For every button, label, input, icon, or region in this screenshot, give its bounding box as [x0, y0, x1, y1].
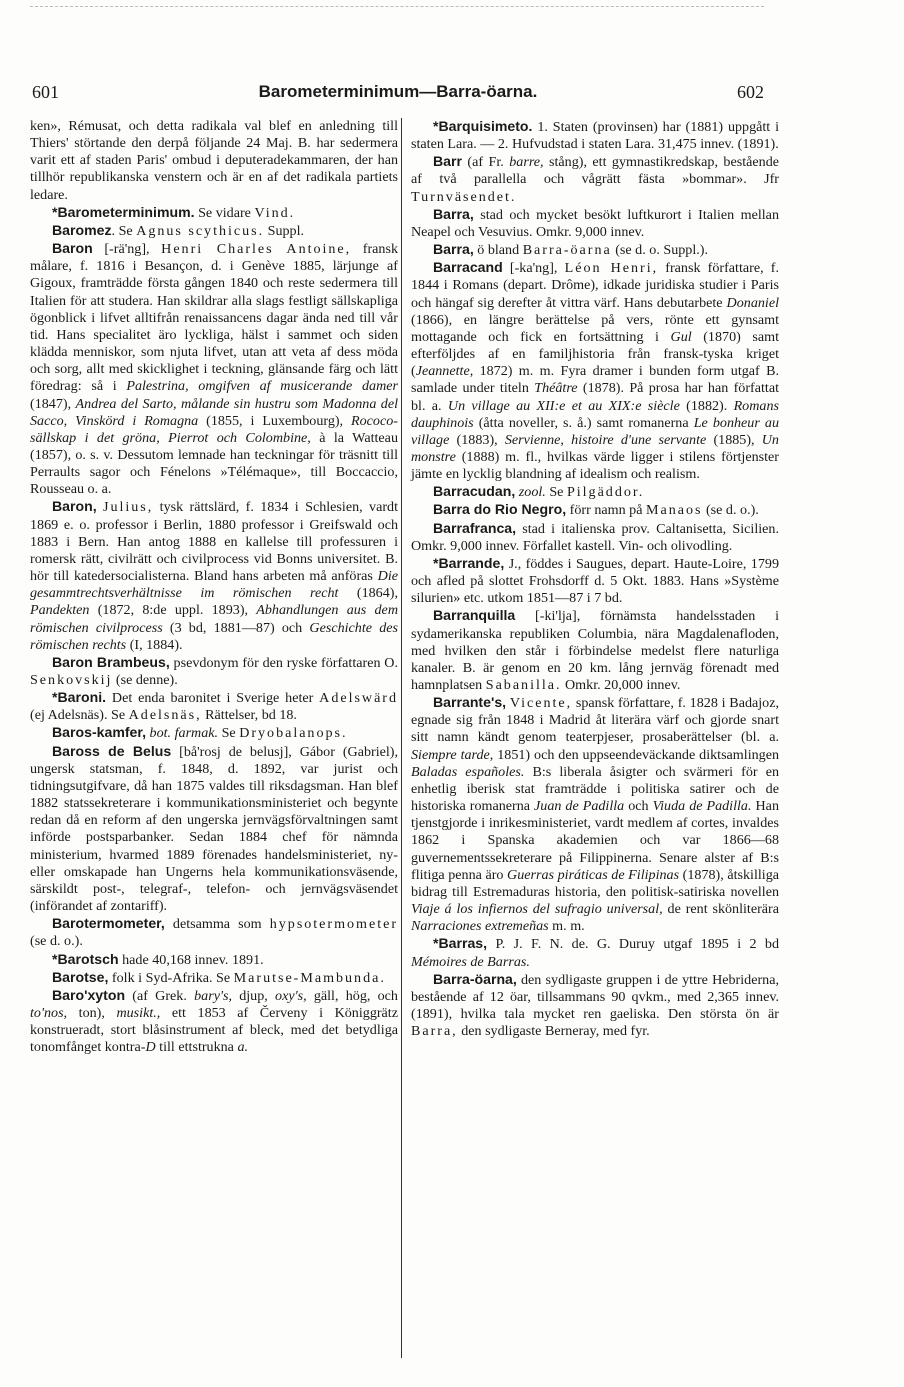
entry-headword: Baro'xyton	[52, 986, 126, 1003]
entry-text: [bå'rosj de belusj], Gábor (Gabriel), ungersk statsman, f. 1848, d. 1892, var jurist och tidningsutgifvare, då han 1875 valdes till riksdagsman. Han blef 1882 statssekreterare i kommunikationsministeriet och begynte redan då en reform af den ungerska jernvägsförvaltningen samt införde postsparbanker. Sedan 1884 chef för nämnda ministerium, hvarmed 1889 förenades handelsministeriet, ny- eller omskapade han Ungerns hela kommunikationsväsende, särskildt post-, telegraf-, telefon- och jernvägsväsendet (införandet af zontariff).	[30, 743, 398, 915]
entry-headword: Baromez	[52, 221, 112, 238]
entry-text: detsamma som	[164, 916, 270, 933]
top-edge-rule	[30, 6, 764, 7]
entry-text: Agnus scythicus.	[136, 222, 265, 239]
entry-text: P. J. F. N. de. G. Duruy utgaf 1895 i 2 bd	[487, 936, 779, 953]
entry-text: (3 bd, 1881—87) och	[162, 619, 310, 636]
entry-text: 1. Staten (provinsen) har (1881) uppgått i staten Lara. — 2. Hufvudstad i staten Lara. 31,475 innev. (1891).	[411, 119, 779, 153]
entry-headword: Baros-kamfer,	[52, 724, 147, 741]
entry-text: Julius,	[103, 499, 154, 516]
entry-text: musikt.,	[116, 1004, 161, 1021]
entry-text: Viuda de Padilla.	[652, 798, 752, 815]
dictionary-entry	[30, 222, 398, 240]
entry-text: Abhandlungen aus dem römischen civilprocess	[30, 602, 398, 636]
entry-text: till ettstrukna	[155, 1039, 238, 1056]
entry-text: à la Watteau (1857), o. s. v. Dessutom lemnade han teckningar för träsnitt till Perraults sagor och Fénelons »Télémaque», till Boccaccio, Rousseau o. a.	[30, 429, 398, 498]
entry-headword: *Barquisimeto.	[433, 118, 533, 134]
entry-text: J., föddes i Saugues, depart. Haute-Loire, 1799 och afled på slottet Frohsdorff d. 5 Okt. 1883. Hans »Système silurien» etc. utkom 1851—87 i 7 bd.	[411, 555, 779, 607]
entry-text: Manaos	[645, 502, 703, 519]
entry-text: Théâtre	[534, 380, 578, 397]
dictionary-entry	[411, 555, 779, 607]
entry-text: fransk målare, f. 1816 i Besançon, d. i Genève 1885, lärjunge af Gigoux, framträdde första gången 1840 och reste sedermera till Italien för att studera. Han skildrar alla slags festligt sällskapliga ögonblick i lifvet alltifrån renaissancens dagar ända ned till vår tid. Hans specialitet äro lyckliga, hälst i sammet och siden klädda menniskor, som njuta lifvet, utan att veta af dess möda och sorg, allt med skicklighet i teckning, glänsande färg och lätt föredrag: så i	[30, 241, 398, 395]
entry-text: Geschichte des römischen rechts	[30, 619, 398, 653]
entry-text: bot. farmak.	[149, 725, 219, 742]
entry-text: Baladas españoles.	[411, 763, 525, 780]
entry-text: (åtta noveller, s. å.) samt romanerna	[473, 414, 694, 431]
entry-text: D	[145, 1039, 156, 1056]
entry-text: Sabanilla.	[485, 677, 562, 693]
dictionary-entry	[411, 935, 779, 970]
entry-text: (1855, i Luxembourg),	[198, 412, 352, 429]
dictionary-entry	[411, 483, 779, 501]
entry-text: fransk författare, f. 1844 i Romans (depart. Drôme), idkade juridiska studier i Paris och hängaf sig derefter åt vittra värf. Hans debutarbete	[411, 260, 780, 311]
entry-text: Gul	[670, 328, 692, 345]
entry-text: ton),	[67, 1004, 117, 1021]
entry-text: Adelsnäs,	[128, 707, 202, 724]
entry-text: Barra-öarna	[522, 242, 612, 259]
entry-text: B:s liberala åsigter och svärmeri för en enhetlig iberisk stat framträdde i politiska satirer och de historiska romanerna	[411, 763, 779, 815]
entry-text: Juan de Padilla	[534, 798, 625, 815]
entry-text: tysk rättslärd, f. 1834 i Schlesien, vardt 1869 e. o. professor i Berlin, 1880 professor i Greifswald och 1883 i Bern. Han antog 1888 en kallelse till professuren i romersk rätt, civilrätt och civilprocess vid Bonns universitet. B. hör till katedersocialisterna. Bland hans arbeten må anföras	[30, 499, 398, 585]
entry-text: to'nos,	[30, 1004, 68, 1021]
entry-headword: *Barrande,	[433, 554, 505, 571]
dictionary-entry	[411, 520, 779, 555]
entry-text: (se d. o.).	[30, 933, 83, 950]
entry-text: psevdonym för den ryske författaren O.	[169, 654, 399, 671]
entry-text: ken», Rémusat, och detta radikala val blef en anledning till Thiers' störtande den derpå följande 24 Maj. B. har sedermera varit ett af staden Paris' ombud i deputeradekammaren, der han tillhör republikanska venstern och är en af det radikala partiets ledare.	[30, 118, 398, 203]
entry-headword: Barranquilla	[433, 607, 516, 624]
entry-text: (af Fr.	[462, 154, 510, 171]
entry-text: m. m.	[548, 918, 585, 935]
right-column	[411, 118, 779, 1040]
page-number-right: 602	[737, 82, 764, 102]
entry-text: den sydligaste gruppen i de yttre Hebriderna, bestående af 12 öar, tillsammans 90 qvkm., med 2,365 innev. (1891), hvilka tala mycket ren gaeliska. Den största ön är	[411, 971, 779, 1022]
entry-text: (af Grek.	[125, 987, 195, 1004]
dictionary-entry	[411, 206, 779, 241]
entry-text: hypsotermometer	[269, 916, 398, 933]
entry-headword: Barracand	[433, 259, 503, 276]
entry-text: spansk författare, f. 1828 i Badajoz, egnade sig från 1848 i Madrid åt literära värf och gjorde snart sitt namn kändt genom teaterpjeser, prosaberättelser (bl. a.	[411, 695, 780, 746]
entry-text: Omkr. 20,000 innev.	[561, 677, 681, 693]
entry-text: Die gesammtrechtsverhältnisse im römischen recht	[30, 568, 398, 602]
entry-text: (1882).	[679, 397, 734, 414]
entry-text: [-ka'ng],	[502, 260, 565, 277]
entry-text: stad och mycket besökt luftkurort i Italien mellan Neapel och Vesuvius. Omkr. 9,000 innev.	[411, 206, 779, 240]
entry-text: förr namn på	[566, 502, 646, 519]
dictionary-entry	[30, 724, 398, 742]
entry-text: Pilgäddor.	[566, 484, 645, 501]
page-number-left: 601	[32, 82, 59, 102]
entry-text: Rococo-sällskap i det gröna, Pierrot och Colombine,	[30, 412, 398, 446]
dictionary-entry	[30, 240, 398, 498]
entry-text: Vind.	[254, 204, 296, 221]
entry-text: (1866), en längre berättelse på vers, rönte ett gynsamt mottagande och fick en fortsättning i	[411, 311, 779, 345]
left-column	[30, 118, 398, 1056]
entry-text: Se	[545, 484, 567, 501]
entry-headword: Barra,	[433, 205, 474, 222]
page-header	[32, 82, 764, 108]
entry-text: Léon Henri,	[564, 260, 659, 277]
entry-text: Senkovskij	[30, 672, 113, 688]
entry-headword: Barrante's,	[433, 694, 507, 711]
entry-text: Siempre tarde,	[411, 746, 494, 763]
entry-headword: *Barometerminimum.	[52, 203, 195, 220]
entry-text: (se d. o. Suppl.).	[611, 242, 709, 259]
entry-text: Han tjenstgjorde i inrikesministeriet, vardt medlem af cortes, invaldes 1862 i Spanska akademien och var 1866—68 guvernementssekreterare på Filippinerna. Senare alster af B:s flitiga penna äro	[411, 798, 779, 883]
entry-text: Suppl.	[264, 222, 305, 239]
entry-headword: *Baroni.	[52, 689, 107, 706]
entry-text: 1851) och den uppseendeväckande diktsamlingen	[493, 746, 780, 763]
entry-headword: Barra-öarna,	[433, 970, 517, 987]
entry-text: Jeannette,	[415, 363, 474, 380]
dictionary-entry	[30, 969, 398, 987]
entry-text: Marutse-Mambunda.	[233, 969, 386, 986]
entry-text: Se vidare	[194, 204, 255, 221]
entry-text: (I, 1884).	[126, 636, 183, 653]
column-divider	[401, 118, 402, 1358]
entry-headword: Barrafranca,	[433, 519, 517, 536]
entry-headword: Baron,	[52, 498, 97, 515]
entry-text: (1885),	[706, 431, 762, 448]
entry-text: Se	[218, 725, 240, 742]
entry-text: (1872, 8:de uppl. 1893),	[89, 602, 257, 619]
entry-text: djup,	[231, 987, 276, 1004]
entry-headword: Barra,	[433, 241, 474, 258]
entry-text: (1878), åtskilliga bidrag till Estremaduras historia, den politisk-satiriska novellen	[411, 866, 779, 900]
entry-text: Barra,	[411, 1023, 458, 1040]
entry-text: zool.	[518, 484, 546, 501]
entry-text: stång), ett gymnastikredskap, bestående af två parallella och vågrätt fästa »bommar». Jfr	[411, 154, 779, 188]
entry-headword: Baron	[52, 240, 93, 257]
entry-text: Servienne, histoire d'une servante	[504, 431, 707, 448]
entry-text: . Se	[111, 222, 137, 239]
entry-text: (1878). På prosa har han författat bl. a.	[411, 380, 779, 414]
entry-text: gäll, hög, och	[306, 987, 398, 1004]
entry-text: Pandekten	[30, 602, 90, 619]
entry-headword: Baross de Belus	[52, 742, 172, 759]
dictionary-entry	[30, 915, 398, 950]
entry-text: (se denne).	[112, 672, 178, 688]
entry-text: [-rä'ng],	[92, 241, 162, 258]
entry-text: (1864),	[338, 585, 398, 602]
running-title: Barometerminimum—Barra-öarna.	[258, 82, 538, 101]
entry-text: stad i italienska prov. Caltanisetta, Sicilien. Omkr. 9,000 innev. Förfallet kastell. Vin- och olivodling.	[411, 520, 779, 554]
dictionary-entry	[411, 694, 779, 935]
entry-text: ett 1853 af Červeny i Königgrätz konstrueradt, stort blåsinstrument af bleck, med det betydliga tonomfånget kontra-	[30, 1004, 398, 1056]
dictionary-entry	[30, 204, 398, 222]
entry-text: Adelswärd	[319, 690, 398, 707]
entry-text: bary's,	[194, 987, 232, 1004]
entry-text: Dryobalanops.	[239, 725, 348, 742]
entry-text: (ej Adelsnäs). Se	[30, 707, 129, 724]
dictionary-entry	[411, 241, 779, 259]
entry-text: (se d. o.).	[702, 502, 759, 519]
entry-text: a.	[237, 1039, 249, 1056]
entry-text: 1872) m. m. Fyra dramer i bunden form utgaf B. samlade under titeln	[411, 363, 779, 397]
dictionary-entry	[30, 118, 398, 204]
dictionary-entry	[30, 987, 398, 1057]
dictionary-entry	[411, 153, 779, 205]
entry-text: barre,	[509, 154, 544, 171]
dictionary-entry	[411, 607, 779, 694]
entry-headword: Barotse,	[52, 968, 109, 985]
entry-text: de rent skönliterära	[662, 901, 779, 918]
entry-text: Romans dauphinois	[411, 397, 779, 431]
dictionary-entry	[30, 498, 398, 653]
dictionary-entry	[30, 654, 398, 689]
entry-headword: Barracudan,	[433, 483, 516, 500]
entry-text: folk i Syd-Afrika. Se	[108, 969, 234, 986]
entry-text: Viaje á los infiernos del sufragio universal,	[411, 901, 663, 918]
dictionary-entry	[411, 501, 779, 519]
entry-text: den sydligaste Berneray, med fyr.	[457, 1023, 650, 1040]
dictionary-entry	[30, 951, 398, 969]
entry-headword: Barotermometer,	[52, 915, 165, 932]
entry-text: Rättelser, bd 18.	[201, 707, 297, 724]
entry-text: och	[624, 798, 653, 815]
entry-text: (1888) m. fl., hvilkas värde ligger i stilens förtjenster jämte en lycklig blandning af idealism och realism.	[411, 448, 779, 483]
entry-text: Guerras piráticas de Filipinas	[507, 866, 680, 883]
entry-text: Narraciones extremeñas	[411, 918, 549, 935]
entry-text: Andrea del Sarto, målande sin hustru som Madonna del Sacco, Vinskörd i Romagna	[30, 395, 398, 429]
entry-text: (1847),	[30, 395, 76, 412]
entry-text: Le bonheur au village	[411, 414, 779, 448]
dictionary-entry	[411, 259, 779, 483]
entry-text: Un village au XII:e et au XIX:e siècle	[447, 397, 680, 414]
dictionary-entry	[30, 689, 398, 724]
entry-text: Mémoires de Barras.	[411, 953, 530, 970]
entry-text: Det enda baronitet i Sverige heter	[106, 690, 320, 707]
entry-text: [-ki'lja], förnämsta handelsstaden i sydamerikanska republiken Columbia, nära Magdalenafloden, med hvilken den står i förbindelse medelst flere naturliga kanaler. B. är genom en 20 km. lång jernväg förenadt med hamnplatsen	[411, 608, 779, 693]
entry-text: Henri Charles Antoine,	[161, 241, 352, 258]
entry-text: Un monstre	[411, 431, 779, 465]
entry-text: ö bland	[473, 242, 523, 259]
dictionary-entry	[411, 118, 779, 153]
entry-headword: Barr	[433, 153, 462, 170]
entry-headword: Baron Brambeus,	[52, 653, 170, 670]
entry-headword: *Barotsch	[52, 950, 119, 967]
entry-text: Palestrina, omgifven af musicerande damer	[126, 378, 398, 395]
entry-text: hade 40,168 innev. 1891.	[118, 951, 264, 968]
entry-text: Donaniel	[726, 294, 779, 311]
entry-text: (1870) samt efterföljdes af en familjhistoria från fransk-tyska kriget (	[411, 328, 779, 380]
entry-headword: Barra do Rio Negro,	[433, 501, 567, 518]
entry-text: (1883),	[449, 431, 505, 448]
dictionary-entry	[30, 743, 398, 916]
entry-text: Turnväsendet.	[411, 188, 517, 205]
entry-text: oxy's,	[275, 987, 307, 1004]
entry-headword: *Barras,	[433, 935, 488, 952]
dictionary-entry	[411, 971, 779, 1041]
entry-text: Vicente,	[509, 695, 573, 712]
